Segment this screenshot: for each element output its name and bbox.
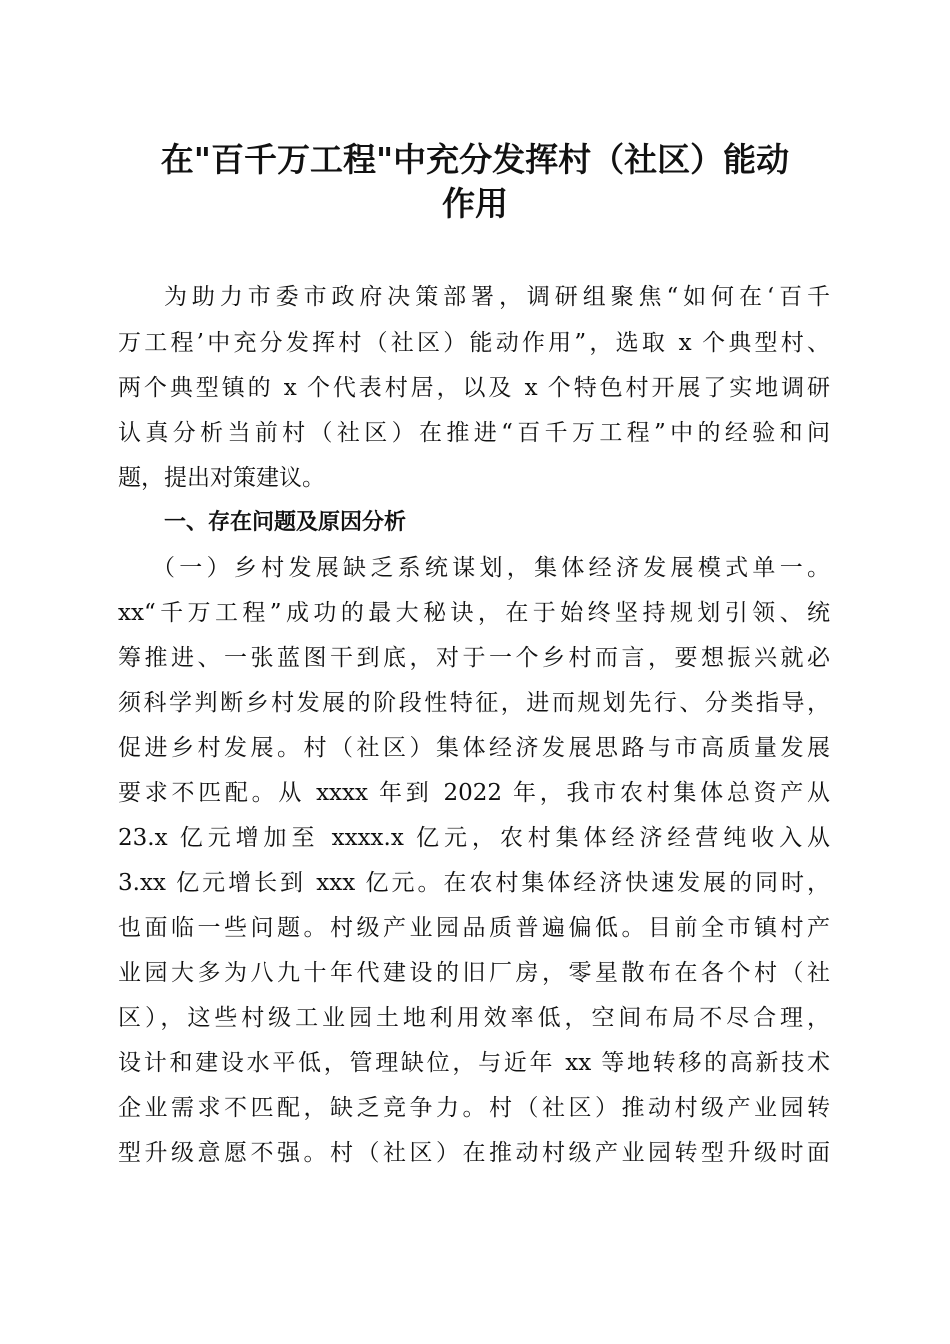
intro-line: 两个典型镇的 x 个代表村居，以及 x 个特色村开展了实地调研 xyxy=(118,375,830,401)
document-title-line-2: 作用 xyxy=(442,184,508,223)
intro-line: 为助力市委市政府决策部署，调研组聚焦“如何在‘百千 xyxy=(164,284,830,310)
intro-line: 万工程’中充分发挥村（社区）能动作用”，选取 x 个典型村、 xyxy=(118,330,830,356)
body-line: 也面临一些问题。村级产业园品质普遍偏低。目前全市镇村产 xyxy=(118,915,830,941)
body-line: 业园大多为八九十年代建设的旧厂房，零星散布在各个村（社 xyxy=(118,960,830,986)
body-line: 区），这些村级工业园土地利用效率低，空间布局不尽合理， xyxy=(118,1005,830,1031)
body-line: 设计和建设水平低，管理缺位，与近年 xx 等地转移的高新技术 xyxy=(118,1050,830,1076)
body-line: 23.x 亿元增加至 xxxx.x 亿元，农村集体经济经营纯收入从 xyxy=(118,825,830,851)
body-line: 须科学判断乡村发展的阶段性特征，进而规划先行、分类指导， xyxy=(118,690,830,716)
body-line: 型升级意愿不强。村（社区）在推动村级产业园转型升级时面 xyxy=(118,1140,830,1166)
body-line: xx“千万工程”成功的最大秘诀，在于始终坚持规划引领、统 xyxy=(118,600,830,626)
section-heading: 一、存在问题及原因分析 xyxy=(164,510,407,535)
body-line: 筹推进、一张蓝图干到底，对于一个乡村而言，要想振兴就必 xyxy=(118,645,830,671)
body-line: 促进乡村发展。村（社区）集体经济发展思路与市高质量发展 xyxy=(118,735,830,761)
body-line: 要求不匹配。从 xxxx 年到 2022 年，我市农村集体总资产从 xyxy=(118,780,830,806)
intro-line: 认真分析当前村（社区）在推进“百千万工程”中的经验和问 xyxy=(118,420,830,446)
body-line: 企业需求不匹配，缺乏竞争力。村（社区）推动村级产业园转 xyxy=(118,1095,830,1121)
body-line: 3.xx 亿元增长到 xxx 亿元。在农村集体经济快速发展的同时， xyxy=(118,870,830,896)
intro-line: 题，提出对策建议。 xyxy=(118,465,325,491)
subsection-heading: （一）乡村发展缺乏系统谋划，集体经济发展模式单一。 xyxy=(152,555,830,581)
document-title-line-1: 在"百千万工程"中充分发挥村（社区）能动 xyxy=(160,140,790,179)
